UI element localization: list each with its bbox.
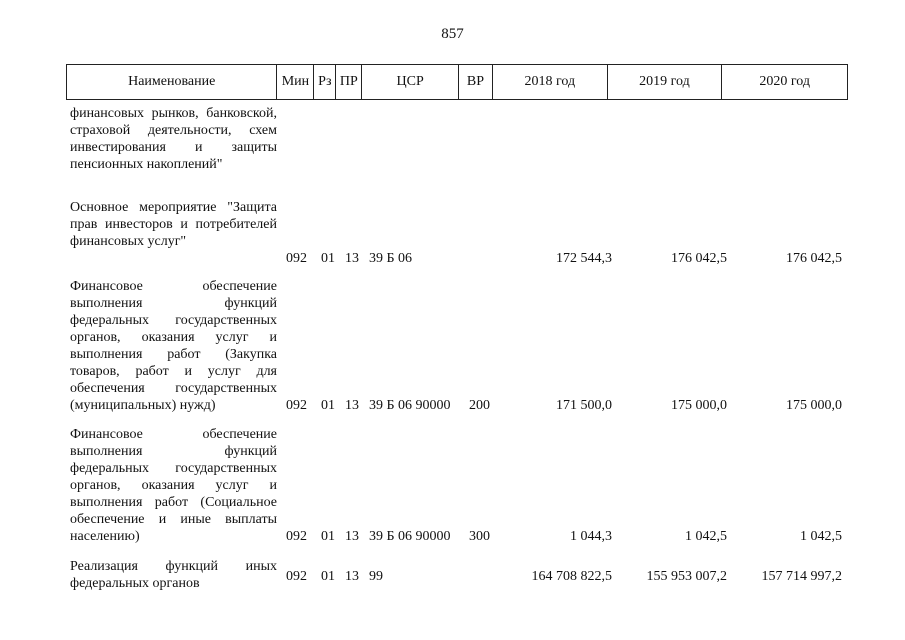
row-2019: 155 953 007,2 xyxy=(646,569,727,584)
table-row xyxy=(66,105,848,190)
row-csr: 39 Б 06 90000 xyxy=(369,529,451,544)
header-name: Наименование xyxy=(67,65,277,99)
header-2019: 2019 год xyxy=(608,65,723,99)
row-min: 092 xyxy=(286,398,307,413)
row-pr: 13 xyxy=(345,251,359,266)
row-vr: 200 xyxy=(469,398,490,413)
table-row xyxy=(66,426,848,546)
row-rz: 01 xyxy=(321,398,335,413)
row-2018: 172 544,3 xyxy=(556,251,612,266)
row-2020: 157 714 997,2 xyxy=(761,569,842,584)
row-pr: 13 xyxy=(345,569,359,584)
row-csr: 99 xyxy=(369,569,383,584)
row-rz: 01 xyxy=(321,251,335,266)
row-2019: 1 042,5 xyxy=(685,529,727,544)
table-row xyxy=(66,199,848,267)
row-rz: 01 xyxy=(321,529,335,544)
row-name: Основное мероприятие "Защита прав инвесторов и потребителей финансовых услуг" xyxy=(70,200,277,249)
row-csr: 39 Б 06 90000 xyxy=(369,398,451,413)
row-2020: 176 042,5 xyxy=(786,251,842,266)
row-csr: 39 Б 06 xyxy=(369,251,413,266)
row-2018: 171 500,0 xyxy=(556,398,612,413)
row-2018: 1 044,3 xyxy=(570,529,612,544)
row-2019: 175 000,0 xyxy=(671,398,727,413)
row-pr: 13 xyxy=(345,398,359,413)
row-min: 092 xyxy=(286,529,307,544)
table-row xyxy=(66,558,848,594)
row-name: Финансовое обеспечение выполнения функций федеральных государственных органов, оказания услуг и выполнения работ (Закупка товаров, работ и услуг для обеспечения государственных (муниципальных) нужд) xyxy=(70,279,277,413)
row-pr: 13 xyxy=(345,529,359,544)
row-name: финансовых рынков, банковской, страховой деятельности, схем инвестирования и защиты пенсионных накоплений" xyxy=(70,106,277,172)
header-csr: ЦСР xyxy=(362,65,459,99)
header-2020: 2020 год xyxy=(759,74,810,89)
row-name: Реализация функций иных федеральных органов xyxy=(70,559,277,591)
row-vr: 300 xyxy=(469,529,490,544)
header-rz: Рз xyxy=(314,65,336,99)
table-header xyxy=(66,64,848,100)
header-2018: 2018 год xyxy=(493,65,608,99)
header-vr: ВР xyxy=(459,65,493,99)
row-min: 092 xyxy=(286,251,307,266)
table-row xyxy=(66,278,848,414)
row-min: 092 xyxy=(286,569,307,584)
row-2020: 1 042,5 xyxy=(800,529,842,544)
row-rz: 01 xyxy=(321,569,335,584)
row-2019: 176 042,5 xyxy=(671,251,727,266)
header-min: Мин xyxy=(277,65,314,99)
row-2020: 175 000,0 xyxy=(786,398,842,413)
row-name: Финансовое обеспечение выполнения функций федеральных государственных органов, оказания услуг и выполнения работ (Социальное обеспечение и иные выплаты населению) xyxy=(70,427,277,544)
header-pr: ПР xyxy=(336,65,362,99)
row-2018: 164 708 822,5 xyxy=(531,569,612,584)
page-number: 857 xyxy=(441,26,464,42)
